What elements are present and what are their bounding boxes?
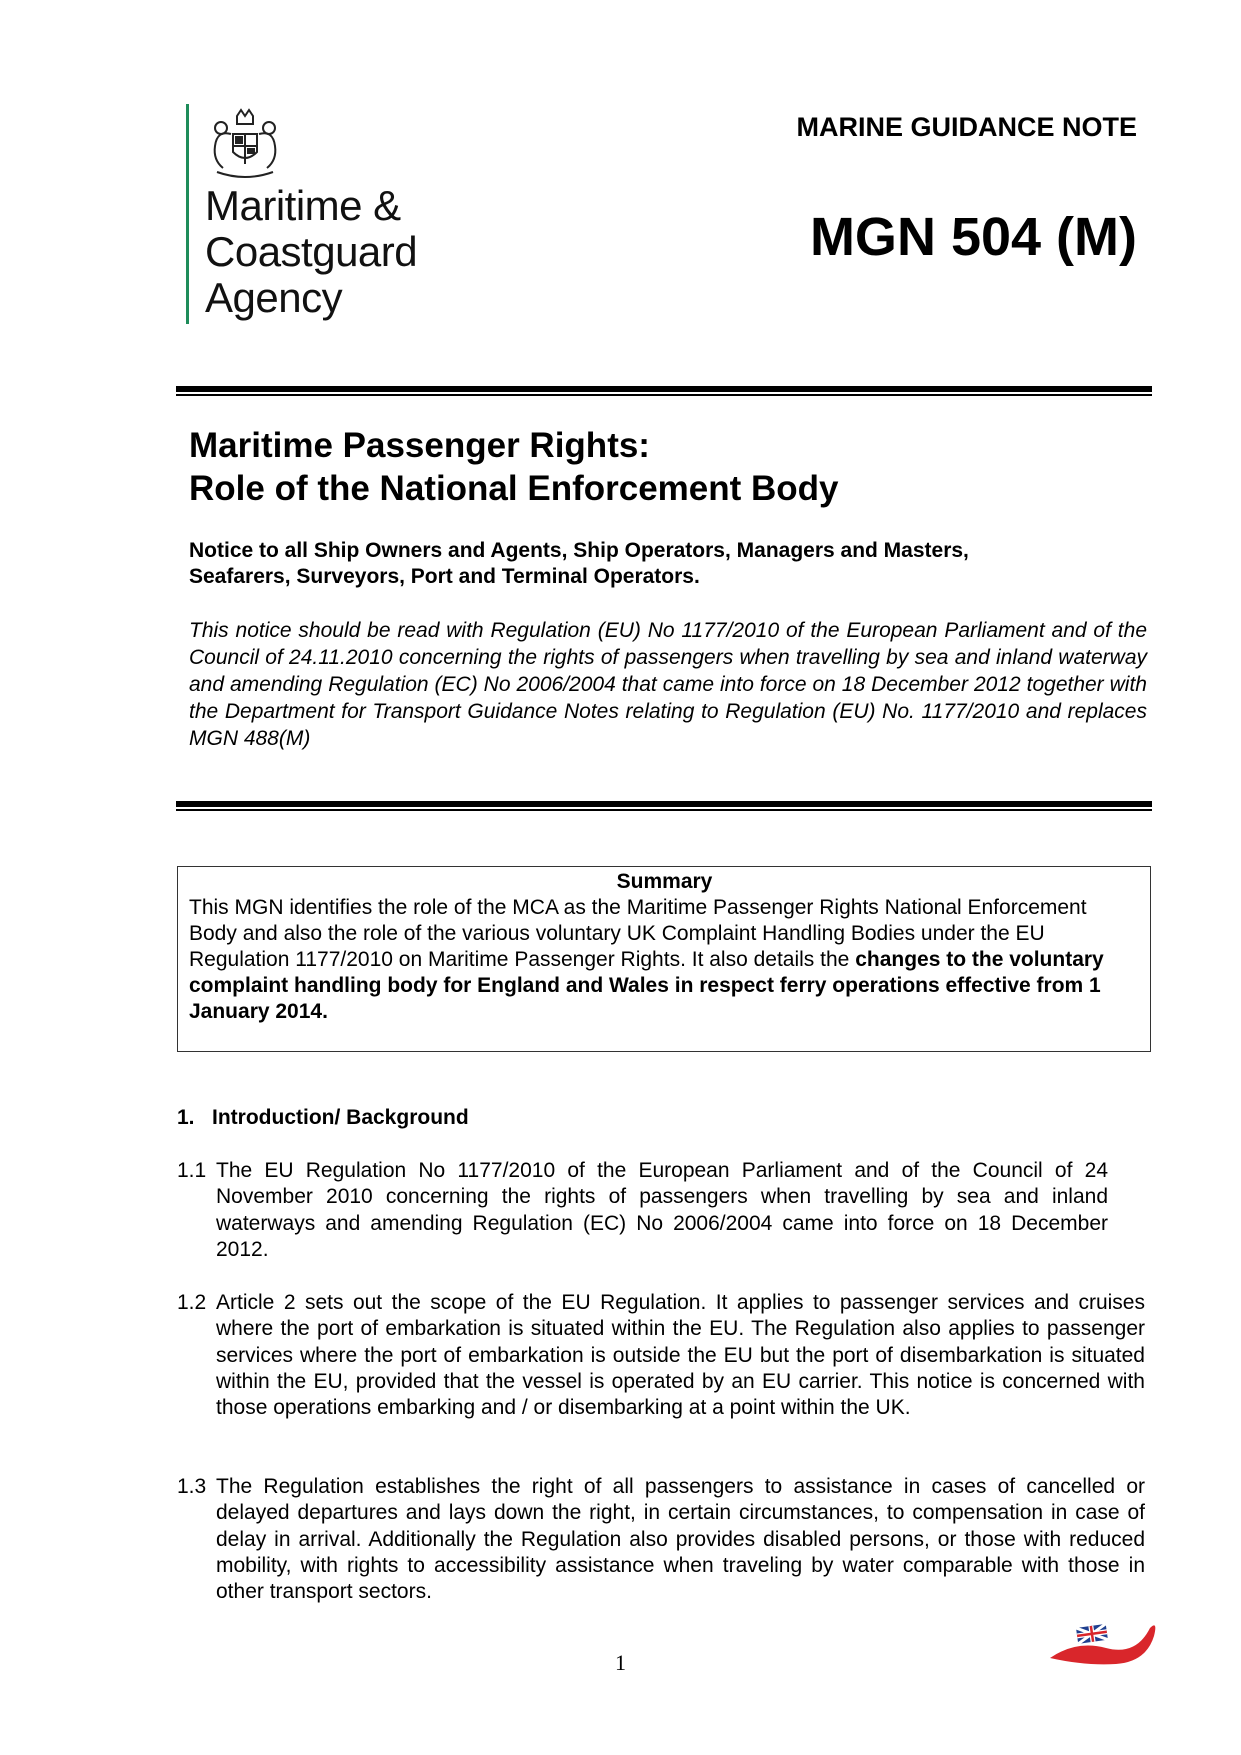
section-heading-introduction: 1. Introduction/ Background	[177, 1106, 469, 1129]
paragraph-1-1	[177, 1158, 1145, 1263]
top-double-rule	[176, 386, 1152, 396]
summary-body	[189, 895, 1140, 1025]
agency-name-line-3: Agency	[205, 274, 343, 321]
document-number: MGN 504 (M)	[809, 207, 1137, 267]
notice-line-1: Notice to all Ship Owners and Agents, Ship Operators, Managers and Masters,	[189, 539, 969, 562]
paragraph-number: 1.1	[177, 1159, 207, 1182]
document-type-label: MARINE GUIDANCE NOTE	[796, 112, 1137, 142]
title-line-2: Role of the National Enforcement Body	[189, 469, 839, 508]
page-title	[189, 424, 1139, 510]
paragraph-text: The EU Regulation No 1177/2010 of the European Parliament and of the Council of 24 November 2010 concerning the rights of passengers when travelling by sea and inland waterways and amending Regulation (EC) No 2006/2004 came into force on 18 December 2012.	[216, 1159, 1108, 1261]
regulation-reference-note: This notice should be read with Regulation (EU) No 1177/2010 of the European Parliament and of the Council of 24.11.2010 concerning the rights of passengers when travelling by sea and inland waterway and amending Regulation (EC) No 2006/2004 that came into force on 18 December 2012 together with the Department for Transport Guidance Notes relating to Regulation (EU) No. 1177/2010 and replaces MGN 488(M)	[189, 619, 1147, 750]
summary-heading: Summary	[616, 870, 713, 893]
paragraph-number: 1.2	[177, 1291, 207, 1314]
notice-audience	[189, 538, 1139, 590]
title-line-1: Maritime Passenger Rights:	[189, 426, 650, 465]
summary-bold-text: changes to the voluntary complaint handling body for England and Wales in respect ferry operations effective from 1 January 2014.	[189, 948, 1104, 1023]
summary-box	[177, 866, 1151, 1052]
summary-text: This MGN identifies the role of the MCA as the Maritime Passenger Rights National Enforcement Body and also the role of the various voluntary UK Complaint Handling Bodies under the EU Regulation 1177/2010 on Maritime Passenger Rights. It also details the	[189, 896, 1087, 971]
paragraph-1-3	[177, 1474, 1145, 1605]
notice-line-2: Seafarers, Surveyors, Port and Terminal Operators.	[189, 565, 700, 588]
agency-name-line-2: Coastguard	[205, 228, 418, 275]
red-ensign-flag-icon	[1046, 1618, 1158, 1668]
paragraph-text: Article 2 sets out the scope of the EU Regulation. It applies to passenger services and cruises where the port of embarkation is situated within the EU. The Regulation also applies to passenger services where the port of embarkation is outside the EU but the port of disembarkation is situated within the EU, provided that the vessel is operated by an EU carrier. This notice is concerned with those operations embarking and / or disembarking at a point within the UK.	[216, 1291, 1145, 1420]
page-number: 1	[615, 1650, 626, 1675]
paragraph-text: The Regulation establishes the right of all passengers to assistance in cases of cancelled or delayed departures and lays down the right, in certain circumstances, to compensation in case of delay in arrival. Additionally the Regulation also provides disabled persons, or those with reduced mobility, with rights to accessibility assistance when traveling by water comparable with those in other transport sectors.	[216, 1475, 1145, 1604]
agency-name-line-1: Maritime &	[205, 182, 401, 229]
paragraph-number: 1.3	[177, 1475, 207, 1498]
royal-crest-icon	[203, 104, 287, 180]
logo-divider-bar	[186, 104, 189, 324]
middle-double-rule	[176, 801, 1152, 811]
paragraph-1-2	[177, 1290, 1145, 1421]
